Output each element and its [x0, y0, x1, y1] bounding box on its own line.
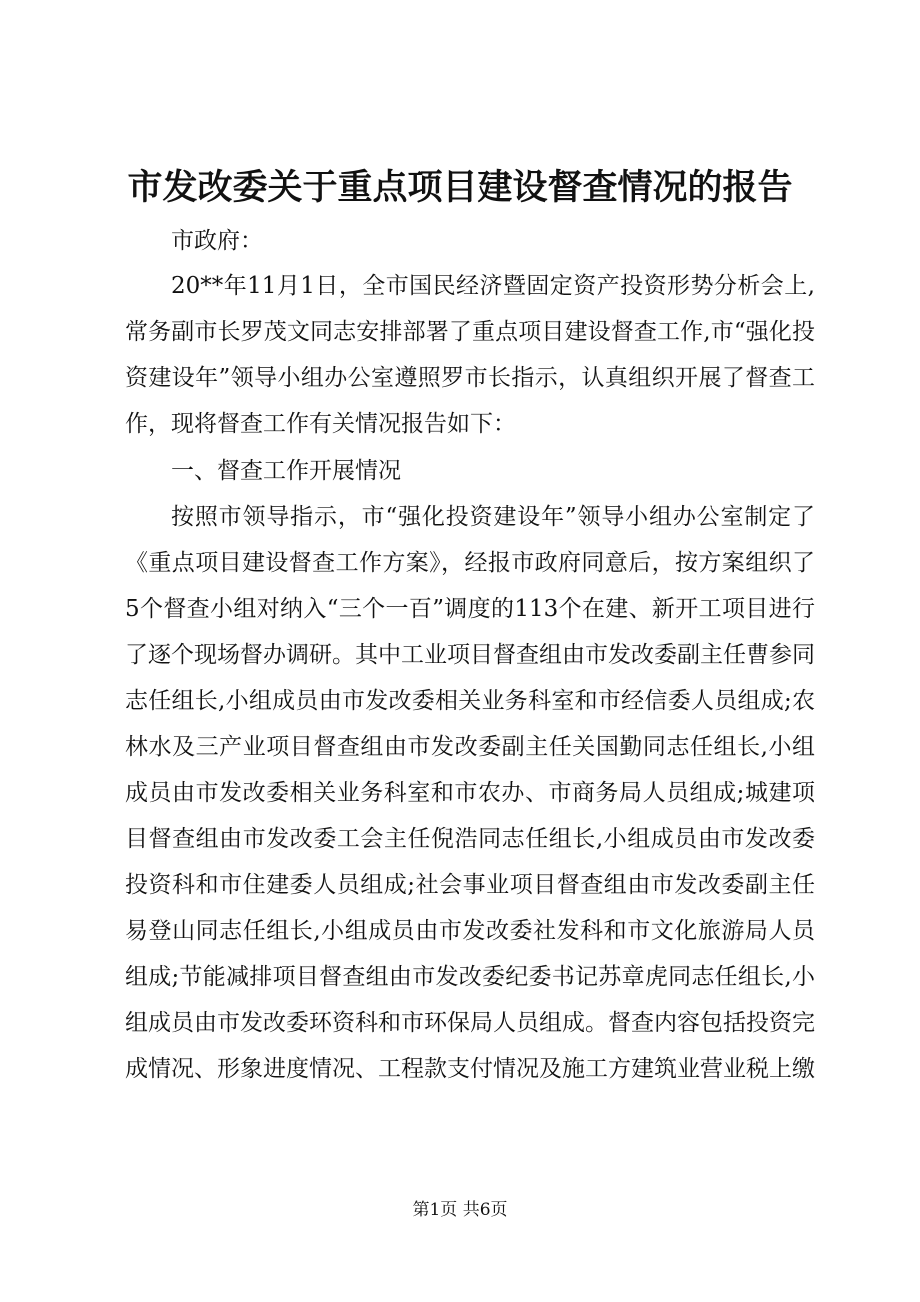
document-title: 市发改委关于重点项目建设督查情况的报告 — [127, 167, 793, 208]
paragraph-section-1: 按照市领导指示，市“强化投资建设年”领导小组办公室制定了《重点项目建设督查工作方案》，经报市政府同意后，按方案组织了5个督查小组对纳入“三个一百”调度的113个在建、新开工项目进行了逐个现场督办调研。其中工业项目督查组由市发改委副主任曹参同志任组长,小组成员由市发改委相关业务科室和市经信委人员组成;农林水及三产业项目督查组由市发改委副主任关国勤同志任组长,小组成员由市发改委相关业务科室和市农办、市商务局人员组成;城建项目督查组由市发改委工会主任倪浩同志任组长,小组成员由市发改委投资科和市住建委人员组成;社会事业项目督查组由市发改委副主任易登山同志任组长,小组成员由市发改委社发科和市文化旅游局人员组成;节能减排项目督查组由市发改委纪委书记苏章虎同志任组长,小组成员由市发改委环资科和市环保局人员组成。督查内容包括投资完成情况、形象进度情况、工程款支付情况及施工方建筑业营业税上缴 — [125, 504, 815, 1082]
page-number-footer: 第1页 共6页 — [412, 1200, 508, 1220]
section-heading-1: 一、督查工作开展情况 — [171, 458, 401, 484]
salutation: 市政府： — [171, 228, 263, 254]
paragraph-intro: 20**年11月1日，全市国民经济暨固定资产投资形势分析会上,常务副市长罗茂文同志安排部署了重点项目建设督查工作,市“强化投资建设年”领导小组办公室遵照罗市长指示，认真组织开展了督查工作，现将督查工作有关情况报告如下： — [125, 273, 815, 437]
